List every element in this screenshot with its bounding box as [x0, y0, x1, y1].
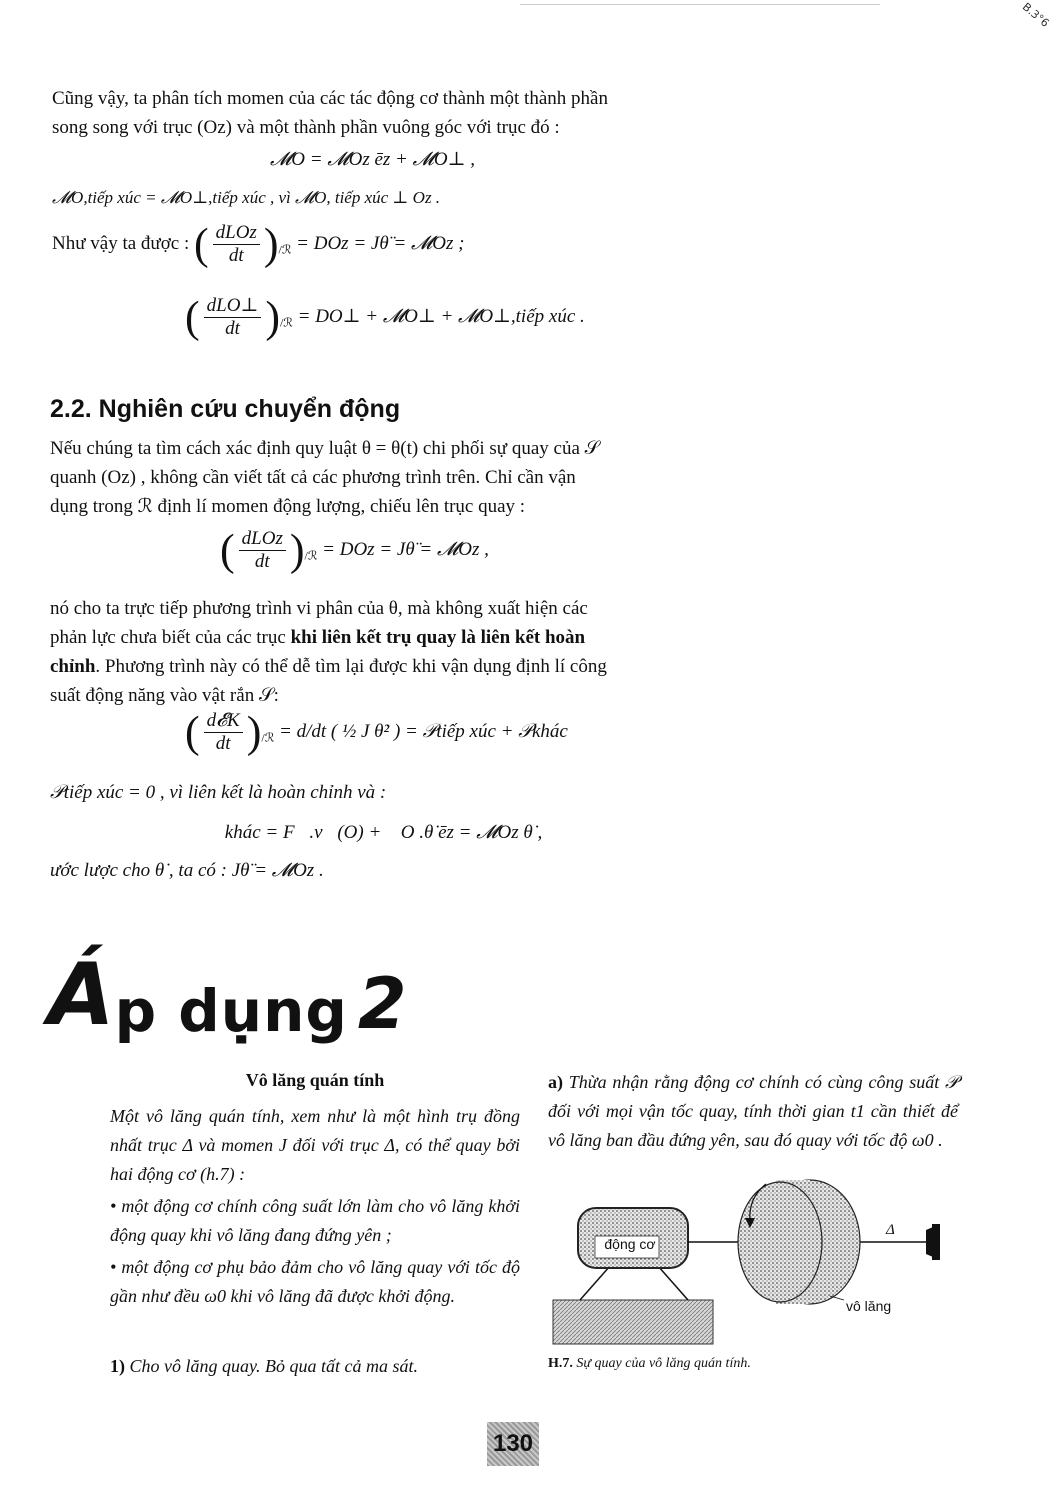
equation-8: 𝒫khác = F⃗.v⃗(O) + 𝓜O .θ̇ ēz = 𝓜Oz θ̇ ,	[210, 822, 543, 843]
equation-2: 𝓜O,tiếp xúc = 𝓜O⊥,tiếp xúc , vì 𝓜O, tiếp xúc ⊥ Oz .	[52, 188, 441, 207]
section-p2-line-2	[50, 623, 675, 652]
eq5-denominator: dt	[254, 551, 270, 572]
right-question-a	[548, 1068, 958, 1155]
eq6-denominator: dt	[215, 733, 231, 754]
eq5-rhs: = DOz = Jθ̈ = 𝓜Oz ,	[322, 538, 489, 560]
equation-3: Như vậy ta được : ( $\frac{\text{dLOz}}{dt}$ )$_{/ℛ}$ = DOz = Jθ̈ = 𝓜Oz ;	[52, 219, 465, 269]
eq5-paren-close: )	[289, 525, 305, 575]
section-heading: 2.2. Nghiên cứu chuyển động	[50, 395, 401, 423]
top-rule	[520, 4, 880, 5]
ground-block	[553, 1300, 713, 1344]
intro-line-2: song song với trục (Oz) và một thành phần vuông góc với trục đó :	[52, 117, 560, 138]
eq4-paren-close: )	[265, 292, 280, 342]
left-bullet-2: • một động cơ phụ bảo đảm cho vô lăng quay với tốc độ gần như đều ω0 khi vô lăng đã được khởi động.	[110, 1257, 520, 1306]
equation-5: ( $\frac{\text{dLOz}}{dt}$ )$_{/ℛ}$ = DOz = Jθ̈ = 𝓜Oz ,	[220, 525, 489, 575]
eq4-numerator: dLO⊥	[204, 295, 262, 318]
motor-label: động cơ	[604, 1236, 656, 1252]
eq4-fraction	[204, 295, 262, 340]
eq3-denominator: dt	[228, 245, 244, 266]
section-p2-line-1: nó cho ta trực tiếp phương trình vi phân của θ, mà không xuất hiện các	[50, 598, 588, 619]
qa-label: a)	[548, 1072, 563, 1092]
eq4-denominator: dt	[225, 318, 240, 339]
eq3-rhs: = DOz = Jθ̈ = 𝓜Oz ;	[296, 232, 465, 254]
section-p1-line-1: Nếu chúng ta tìm cách xác định quy luật θ = θ(t) chi phối sự quay của 𝒮	[50, 438, 600, 459]
motor-leg-left	[580, 1266, 610, 1300]
p2-line3-normal: . Phương trình này có thể dễ tìm lại được khi vận dụng định lí công	[95, 656, 607, 677]
section-p1-line-2: quanh (Oz) , không cần viết tất cả các phương trình trên. Chỉ cần vận	[50, 467, 576, 488]
flywheel-label: vô lăng	[846, 1298, 892, 1314]
eq6-paren-open: (	[185, 707, 200, 757]
left-question-1	[110, 1356, 520, 1377]
figure-caption-label: H.7.	[548, 1356, 573, 1371]
eq3-paren-open: (	[193, 219, 209, 269]
p2-line3-bold: chỉnh	[50, 656, 96, 677]
eq5-numerator: dLOz	[239, 528, 286, 551]
application-title-word: p dụng	[114, 977, 348, 1045]
eq3-fraction	[213, 222, 260, 267]
left-subtitle: Vô lăng quán tính	[245, 1070, 385, 1090]
eq4-rhs: = DO⊥ + 𝓜O⊥ + 𝓜O⊥,tiếp xúc .	[297, 305, 585, 327]
p2-line2-bold: khi liên kết trụ quay là liên kết hoàn	[290, 627, 586, 648]
flywheel-diagram	[548, 1178, 958, 1350]
equation-6: ( $\frac{\text{d𝓔K}}{dt}$ )$_{/ℛ} = d/dt$ ( ½ J θ̇² ) = 𝒫tiếp xúc + 𝒫khác	[185, 707, 568, 757]
equation-1: 𝓜O = 𝓜Oz ēz + 𝓜O⊥ ,	[270, 149, 475, 170]
eq5-paren-open: (	[220, 525, 235, 575]
section-p2-line-4: suất động năng vào vật rắn 𝒮:	[50, 685, 279, 706]
figure-caption-text: Sự quay của vô lăng quán tính.	[576, 1356, 751, 1371]
eq6-numerator: d𝓔K	[204, 710, 243, 733]
eq4-paren-open: (	[185, 292, 200, 342]
intro-line-1: Cũng vậy, ta phân tích momen của các tác động cơ thành một thành phần	[52, 88, 608, 109]
eq3-numerator: dLOz	[213, 222, 260, 245]
page-number: 130	[487, 1422, 539, 1466]
corner-stamp: B.3°6	[1019, 0, 1052, 30]
motor-leg-right	[658, 1266, 688, 1300]
figure-caption	[548, 1356, 751, 1372]
left-intro: Một vô lăng quán tính, xem như là một hình trụ đồng nhất trục Δ và momen J đối với trục Δ, có thể quay bởi hai động cơ (h.7) :	[110, 1106, 520, 1184]
application-title-number: 2	[357, 963, 407, 1045]
q1-text: Cho vô lăng quay. Bỏ qua tất cả ma sát.	[129, 1356, 418, 1376]
section-p1-line-3: dụng trong ℛ định lí momen động lượng, chiếu lên trục quay :	[50, 496, 526, 517]
eq3-paren-close: )	[263, 219, 279, 269]
section-p2-line-3	[50, 652, 675, 681]
eq6-paren-close: )	[246, 707, 262, 757]
qa-text: Thừa nhận rằng động cơ chính có cùng công suất 𝒫 đối với mọi vận tốc quay, tính thời gian t1 cần thiết để vô lăng ban đầu đứng yên, sau đó quay với tốc độ ω0 .	[548, 1072, 959, 1150]
eq6-mid: = d/dt ( ½ J θ̇² ) = 𝒫tiếp xúc + 𝒫khác	[279, 720, 568, 742]
axis-label: Δ	[886, 1222, 895, 1238]
q1-number: 1)	[110, 1356, 125, 1376]
eq3-prefix: Như vậy ta được :	[52, 232, 190, 254]
figure-h7	[548, 1178, 958, 1350]
equation-4: ( $\frac{\text{dLO⊥}}{dt}$ )$_{/ℛ}$ = DO⊥ + 𝓜O⊥ + 𝓜O⊥,tiếp xúc .	[185, 292, 585, 342]
equation-7: 𝒫tiếp xúc = 0 , vì liên kết là hoàn chỉnh và :	[50, 782, 387, 803]
equation-9: ước lược cho θ̇ , ta có : Jθ̈ = 𝓜Oz .	[50, 860, 324, 881]
application-title-letter: Á	[48, 945, 115, 1045]
p2-line2-normal: phản lực chưa biết của các trục	[50, 627, 291, 648]
left-bullet-1: • một động cơ chính công suất lớn làm cho vô lăng khởi động quay khi vô lăng đang đứng yên ;	[110, 1196, 520, 1245]
flywheel-front	[738, 1182, 822, 1302]
application-title	[48, 945, 407, 1055]
eq5-fraction	[239, 528, 286, 573]
eq6-fraction	[204, 710, 243, 755]
